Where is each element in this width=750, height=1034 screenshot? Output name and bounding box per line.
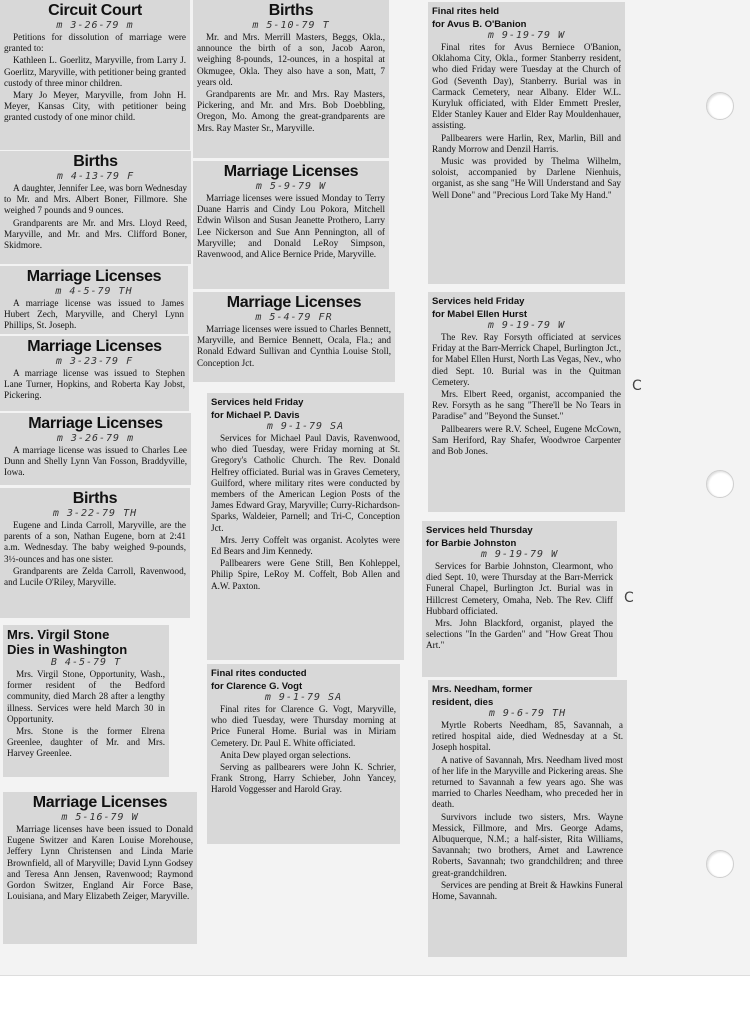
paragraph: Mrs. Elbert Reed, organist, accompanied the Rev. Forsyth as he sang "There'll be No Tears in Paradise" and "Beyond the Sunset." <box>432 389 621 422</box>
paragraph: A native of Savannah, Mrs. Needham lived most of her life in the Maryville and Pickering areas. She returned to Savannah a few years ago. She was married to Charles Needham, who preceded her in death. <box>432 754 623 810</box>
clipping-rites-obanion <box>428 2 625 284</box>
headline: for Michael P. Davis <box>211 410 300 421</box>
paragraph: Mrs. Jerry Coffelt was organist. Acolytes were Ed Bears and Jim Kennedy. <box>211 534 400 557</box>
handwritten-date: m 3-22-79 TH <box>52 508 138 519</box>
paragraph: Marriage licenses were issued Monday to Terry Duane Harris and Cindy Lou Pokora, Mitchell Edwin Wilson and Susan Jeanette Prothero, Larry Lee Nickerson and Sue Ann Pennington, all of Maryville; and Donald LeRoy Simpson, Ravenwood, and Alice Bernice Pride, Maryville. <box>197 193 385 260</box>
headline: Births <box>268 2 314 19</box>
headline: for Barbie Johnston <box>426 538 517 549</box>
clipping-marriage-switzer <box>3 792 197 944</box>
headline: Circuit Court <box>48 2 142 19</box>
paragraph: Myrtle Roberts Needham, 85, Savannah, a retired hospital aide, died Wednesday at a St. Joseph hospital. <box>432 720 623 753</box>
clipping-services-hurst <box>428 292 625 512</box>
paragraph: Mary Jo Meyer, Maryville, from John H. Meyer, Kansas City, with petitioner being granted custody of one minor child. <box>4 90 186 123</box>
handwritten-date: B 4-5-79 T <box>50 657 122 668</box>
binder-hole <box>706 470 734 498</box>
handwritten-date: m 9-19-79 W <box>487 320 566 331</box>
headline: Services held Friday <box>211 397 304 408</box>
headline: Marriage Licenses <box>32 794 168 811</box>
paragraph: Music was provided by Thelma Wilhelm, soloist, accompanied by Darlene Nienhuis, organist, as she sang "He Will Understand and Say Well Done" and "Precious Lord Take My Hand." <box>432 156 621 200</box>
paragraph: Services for Michael Paul Davis, Ravenwood, who died Tuesday, were Friday morning at St. Gregory's Catholic Church. The Rev. Donald Helfrey officiated. Burial was in Graves Cemetery, Guilford, where military rites were conducted by members of the American Legion Posts of the James Edward Gray, Maryville; Curry-Richardson-Sparks, Waldeier, Parnell; and Tri-C, Conception Jct. <box>211 433 400 533</box>
headline: Mrs. Virgil Stone <box>7 627 110 642</box>
paragraph: A marriage license was issued to James Hubert Zech, Maryville, and Cheryl Lynn Phillips, St. Joseph. <box>4 298 184 331</box>
headline: Services held Thursday <box>426 525 533 536</box>
paragraph: Petitions for dissolution of marriage were granted to: <box>4 32 186 54</box>
handwritten-date: m 9-1-79 SA <box>264 692 343 703</box>
headline: Mrs. Needham, former <box>432 684 533 695</box>
handwritten-date: m 9-19-79 W <box>480 549 559 560</box>
handwritten-date: m 3-26-79 m <box>56 20 134 31</box>
clipping-circuit-court <box>0 0 190 150</box>
headline: Marriage Licenses <box>226 294 362 311</box>
clipping-marriage-bennett <box>193 292 395 382</box>
paragraph: Kathleen L. Goerlitz, Maryville, from Larry J. Goerlitz, Maryville, with petitioner being granted custody of three minor children. <box>4 55 186 88</box>
paragraph: A marriage license was issued to Stephen Lane Turner, Hopkins, and Roberta Kay Jobst, Pickering. <box>4 368 185 401</box>
paragraph: Pallbearers were Harlin, Rex, Marlin, Bill and Randy Morrow and Denzil Harris. <box>432 132 621 154</box>
headline: Final rites conducted <box>211 668 307 679</box>
clipping-marriage-turner <box>0 336 189 411</box>
scan-margin <box>0 975 750 1034</box>
binder-hole <box>706 92 734 120</box>
paragraph: Services are pending at Breit & Hawkins Funeral Home, Savannah. <box>432 879 623 902</box>
headline: for Avus B. O'Banion <box>432 19 527 30</box>
clipping-rites-vogt <box>207 664 400 844</box>
clipping-obituary-stone <box>3 625 169 777</box>
headline: Births <box>72 490 118 507</box>
paragraph: Final rites for Avus Berniece O'Banion, Oklahoma City, Okla., former Stanberry resident, who died Friday were Tuesday at the Church of God (Seventh Day), Stanberry. Burial was in Carmack Cemetery, near Albany. Elder W.L. Kuryluk officiated, with Elder Emmett Presler, Elder Stanley Kauer and Elder Ray Mouldenhauer, assisting. <box>432 42 621 131</box>
paragraph: A daughter, Jennifer Lee, was born Wednesday to Mr. and Mrs. Albert Boner, Fillmore. She weighed 7 pounds and 9 ounces. <box>4 183 187 216</box>
paragraph: Grandparents are Mr. and Mrs. Lloyd Reed, Maryville, and Mr. and Mrs. Clifford Boner, Skidmore. <box>4 217 187 251</box>
paragraph: Serving as pallbearers were John K. Schrier, Frank Strong, Harry Schieber, John Yancey, Harold Voggesser and Harold Gray. <box>211 762 396 795</box>
clipping-services-johnston <box>422 521 617 677</box>
handwritten-date: m 3-23-79 F <box>55 356 134 367</box>
headline: Marriage Licenses <box>26 268 162 285</box>
handwritten-date: m 9-1-79 SA <box>266 421 345 432</box>
paragraph: The Rev. Ray Forsyth officiated at services Friday at the Barr-Merrick Chapel, Burlington Jct., for Mabel Ellen Hurst, North Las Vegas, Nev., who died Sept. 10. Burial was in the Quitman Cemetery. <box>432 332 621 387</box>
headline: resident, dies <box>432 697 494 708</box>
handwritten-date: m 4-5-79 TH <box>55 286 133 297</box>
clipping-marriage-dunn <box>0 413 191 485</box>
clipping-births-carroll <box>0 488 190 618</box>
handwritten-date: m 9-6-79 TH <box>488 708 567 719</box>
paragraph: Mrs. Stone is the former Elrena Greenlee, daughter of Mr. and Mrs. Harvey Greenlee. <box>7 726 165 759</box>
handwritten-date: m 5-16-79 W <box>61 812 139 823</box>
headline: Services held Friday <box>432 296 525 307</box>
paragraph: Marriage licenses have been issued to Donald Eugene Switzer and Karen Louise Morehouse, Jeffery Lynn Christensen and Linda Marie Brownfield, all of Maryville; David Lynn Godsey and Teresa Ann Jensen, Ravenwood; Raymond Gordon Switzer, England Air Force Base, Louisiana, and Mary Elizabeth Zeiger, Maryville. <box>7 824 193 902</box>
clipping-services-davis <box>207 393 404 660</box>
headline: Marriage Licenses <box>223 163 359 180</box>
paragraph: Anita Dew played organ selections. <box>220 749 351 760</box>
paragraph: Pallbearers were Gene Still, Ben Kohleppel, Philip Spire, LeRoy M. Coffelt, Bob Allen and A.W. Paxton. <box>211 558 400 591</box>
paragraph: Final rites for Clarence G. Vogt, Maryville, who died Tuesday, were Thursday morning at Price Funeral Home. Burial was in Miriam Cemetery. Dr. Paul E. White officiated. <box>211 704 396 748</box>
handwritten-date: m 5-4-79 FR <box>255 312 333 323</box>
headline: Marriage Licenses <box>28 415 163 432</box>
clipping-marriage-harris <box>193 161 389 289</box>
paragraph: Grandparents are Mr. and Mrs. Ray Masters, Pickering, and Mr. and Mrs. Bob Doebbling, Oregon, Mo. Among the great-grandparents are Mrs. Ray Master Sr., Maryville. <box>197 89 385 133</box>
headline: Final rites held <box>432 6 500 17</box>
headline: for Mabel Ellen Hurst <box>432 309 528 320</box>
margin-mark: C <box>632 378 642 394</box>
handwritten-date: m 4-13-79 F <box>56 171 135 182</box>
handwritten-date: m 5-10-79 T <box>252 20 330 31</box>
headline: Marriage Licenses <box>27 338 162 355</box>
paragraph: Mr. and Mrs. Merrill Masters, Beggs, Okla., announce the birth of a son, Jacob Aaron, weighing 8-pounds, 12-ounces, in a hospital at Okmugee, Okla. They also have a son, Matt, 7 years old. <box>197 32 385 87</box>
headline: Dies in Washington <box>7 642 128 657</box>
paragraph: Mrs. Virgil Stone, Opportunity, Wash., former resident of the Bedford community, died March 28 after a lengthy illness. Services were held March 30 in Opportunity. <box>7 669 165 724</box>
headline: Births <box>73 153 118 170</box>
paragraph: Survivors include two sisters, Mrs. Wayne Messick, Fillmore, and Mrs. George Adams, Albuquerque, N.M.; a half-sister, Rita Williams, Savannah; two brothers, Arnet and Lawrence Roberts, Savannah; two grandchildren; and three great-grandchildren. <box>432 811 623 878</box>
paragraph: A marriage license was issued to Charles Lee Dunn and Shelly Lynn Van Fosson, Braddyville, Iowa. <box>4 445 187 478</box>
handwritten-date: m 5-9-79 W <box>255 181 327 192</box>
clipping-marriage-zech <box>0 266 188 334</box>
clipping-births-boner <box>0 151 191 264</box>
paragraph: Services for Barbie Johnston, Clearmont, who died Sept. 10, were Thursday at the Barr-Merrick Funeral Chapel, Burlington Jct. Burial was in Hillcrest Cemetery, Omaha, Neb. The Rev. Cliff Hubbard officiated. <box>426 561 613 616</box>
clipping-obituary-needham <box>428 680 627 957</box>
handwritten-date: m 3-26-79 m <box>56 433 135 444</box>
clipping-births-masters <box>193 0 389 158</box>
paragraph: Eugene and Linda Carroll, Maryville, are the parents of a son, Nathan Eugene, born at 2:41 a.m. Wednesday. The baby weighed 9-pounds, 3½-ounces and has one sister. <box>4 520 186 564</box>
paragraph: Pallbearers were R.V. Scheel, Eugene McCown, Sam Heriford, Ray Shafer, Woodwroe Carpenter and Bob Jones. <box>432 423 621 457</box>
paragraph: Marriage licenses were issued to Charles Bennett, Maryville, and Bernice Bennett, Ocala, Fla.; and Ronald Edward Sullivan and Cynthia Louise Stoll, Conception Jct. <box>197 324 391 368</box>
headline: for Clarence G. Vogt <box>211 681 303 692</box>
paragraph: Grandparents are Zelda Carroll, Ravenwood, and Lucile O'Riley, Maryville. <box>4 565 186 588</box>
binder-hole <box>706 850 734 878</box>
margin-mark: C <box>624 590 634 606</box>
paragraph: Mrs. John Blackford, organist, played the selections "In the Garden" and "How Great Thou Art." <box>426 618 613 651</box>
handwritten-date: m 9-19-79 W <box>487 30 566 41</box>
